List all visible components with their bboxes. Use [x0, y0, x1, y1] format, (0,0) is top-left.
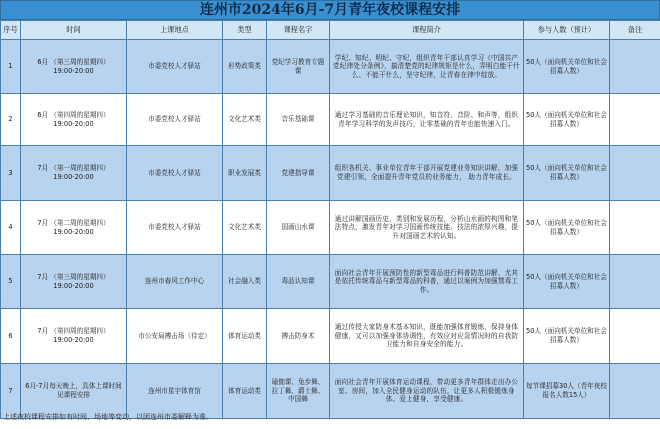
header-type: 类型 — [223, 21, 267, 40]
row-intro: 通过传授大家防身术基本知识，既能加强体育锻炼，保持身体健康，又可以加强身体协调性，有效应对应急情况时的自我防卫能力和自身安全的能力。 — [330, 309, 524, 364]
row-type: 体育运动类 — [223, 364, 267, 419]
row-course: 党建指导课 — [267, 146, 330, 201]
header-time: 时间 — [21, 21, 127, 40]
row-time — [21, 94, 127, 146]
header-location: 上课地点 — [127, 21, 223, 40]
header-remark: 备注 — [610, 21, 660, 40]
row-count: 50人（面向机关单位和社会招募人数） — [524, 40, 610, 94]
row-type: 社会融入类 — [223, 255, 267, 309]
row-intro: 通过学习基础的音乐理论知识，知音符、音阶、和声等，组织青年学习科学的发声技巧，让零基础的青年也能快速入门。 — [330, 94, 524, 146]
row-number: 6 — [1, 309, 21, 364]
row-number: 3 — [1, 146, 21, 201]
row-time-hours: 19:00-20:00 — [53, 173, 94, 181]
row-type: 体育运动类 — [223, 309, 267, 364]
row-type: 文化艺术类 — [223, 201, 267, 255]
row-time-day: 6月 （第四周的星期四） — [37, 110, 110, 119]
row-time-hours: 19:00-20:00 — [53, 281, 94, 290]
row-remark — [610, 309, 660, 364]
row-time — [21, 255, 127, 309]
row-location: 市公安局搏击场（待定） — [127, 309, 223, 364]
row-count: 50人（面向机关单位和社会招募人数） — [524, 255, 610, 309]
row-time-hours: 19:00-20:00 — [53, 336, 94, 344]
row-intro: 面向社会青年开展体育运动课程，带动更多青年群体走出办公室、房间，加入全民健身运动的队伍，让更多人积极锻炼身体、爱上健身，享受健康。 — [330, 364, 524, 419]
row-remark — [610, 146, 660, 201]
row-course: 国画山水课 — [267, 201, 330, 255]
row-time-day: 7月 （第二周的星期四） — [37, 218, 110, 227]
row-number: 7 — [1, 364, 21, 419]
row-time: 6月-7月每天晚上，具体上课时间见课程安排 — [21, 364, 127, 419]
row-course: 毒品认知课 — [267, 255, 330, 309]
row-time — [21, 40, 127, 94]
row-time-day: 7月 （第三周的星期四） — [37, 272, 110, 281]
row-type: 职业发展类 — [223, 146, 267, 201]
table-row — [1, 146, 660, 201]
page-title: 连州市2024年6月-7月青年夜校课程安排 — [0, 0, 660, 20]
row-intro: 通过讲解国画历史、类别和发展历程，分析山水画的构图和笔法特点，激发青年对学习国画传统技能、技法的浓厚兴趣，提升对国画艺术的认知。 — [330, 201, 524, 255]
row-number: 4 — [1, 201, 21, 255]
row-count: 50人（面向机关单位和社会招募人数） — [524, 309, 610, 364]
row-intro: 组织各机关、事业单位青年干部开展党建业务知识讲解，加强党建引领，全面提升青年党员的业务能力， 助力青年成长。 — [330, 146, 524, 201]
row-time-hours: 19:00-20:00 — [53, 66, 94, 75]
row-location: 市委党校人才驿站 — [127, 201, 223, 255]
row-number: 5 — [1, 255, 21, 309]
row-course: 音乐基础课 — [267, 94, 330, 146]
header-count: 参与人数（预计） — [524, 21, 610, 40]
row-time-day: 6月 （第三周的星期四） — [37, 57, 110, 66]
row-number: 2 — [1, 94, 21, 146]
row-location: 连州市星宇体育馆 — [127, 364, 223, 419]
row-remark — [610, 201, 660, 255]
row-course: 党纪学习教育专题课 — [267, 40, 330, 94]
row-time — [21, 201, 127, 255]
table-row — [1, 94, 660, 146]
row-count: 每节课招募30人（青年夜校报名人数15人） — [524, 364, 610, 419]
row-count: 50人（面向机关单位和社会招募人数） — [524, 146, 610, 201]
row-time — [21, 146, 127, 201]
row-type: 文化艺术类 — [223, 94, 267, 146]
row-time-day: 7月 （第一周的星期四） — [37, 164, 110, 173]
table-row — [1, 201, 660, 255]
table-header-row — [1, 21, 660, 40]
footnote: 上述夜校课程安排如有时间、场地等变动，以团连州市委解释为准。 — [3, 413, 213, 421]
row-time-day: 7月 （第四周的星期四） — [37, 327, 110, 336]
row-intro: 学纪、知纪、明纪、守纪，组织青年干部认真学习《中国共产党纪律处分条例》，搞清楚党的纪律规矩是什么，弄明白能干什么、不能干什么，坚守纪律，让青春在律中绽放。 — [330, 40, 524, 94]
table-row — [1, 309, 660, 364]
table-row — [1, 40, 660, 94]
row-count: 50人（面向机关单位和社会招募人数） — [524, 201, 610, 255]
row-location: 连州市春风工作中心 — [127, 255, 223, 309]
row-location: 市委党校人才驿站 — [127, 94, 223, 146]
row-course: 瑜伽课、兔步舞、拉丁舞、爵士舞、中国舞 — [267, 364, 330, 419]
schedule-table — [0, 20, 660, 419]
row-remark — [610, 40, 660, 94]
header-number: 序号 — [1, 21, 21, 40]
row-remark — [610, 94, 660, 146]
row-location: 市委党校人才驿站 — [127, 40, 223, 94]
row-count: 50人（面向机关单位和社会招募人数） — [524, 94, 610, 146]
row-time-hours: 19:00-20:00 — [53, 227, 94, 236]
row-intro: 面向社会青年开展预防性的新型毒品进行科普防范讲解，尤其是依托传统毒品与新型毒品的科普，通过以案例为加强禁毒工作。 — [330, 255, 524, 309]
row-remark — [610, 255, 660, 309]
row-location: 市委党校人才驿站 — [127, 146, 223, 201]
row-course: 搏击防身术 — [267, 309, 330, 364]
row-number: 1 — [1, 40, 21, 94]
header-intro: 课程简介 — [330, 21, 524, 40]
row-type: 形势政策类 — [223, 40, 267, 94]
row-time — [21, 309, 127, 364]
table-row — [1, 255, 660, 309]
header-course: 课程名字 — [267, 21, 330, 40]
row-time-hours: 19:00-20:00 — [53, 119, 94, 128]
